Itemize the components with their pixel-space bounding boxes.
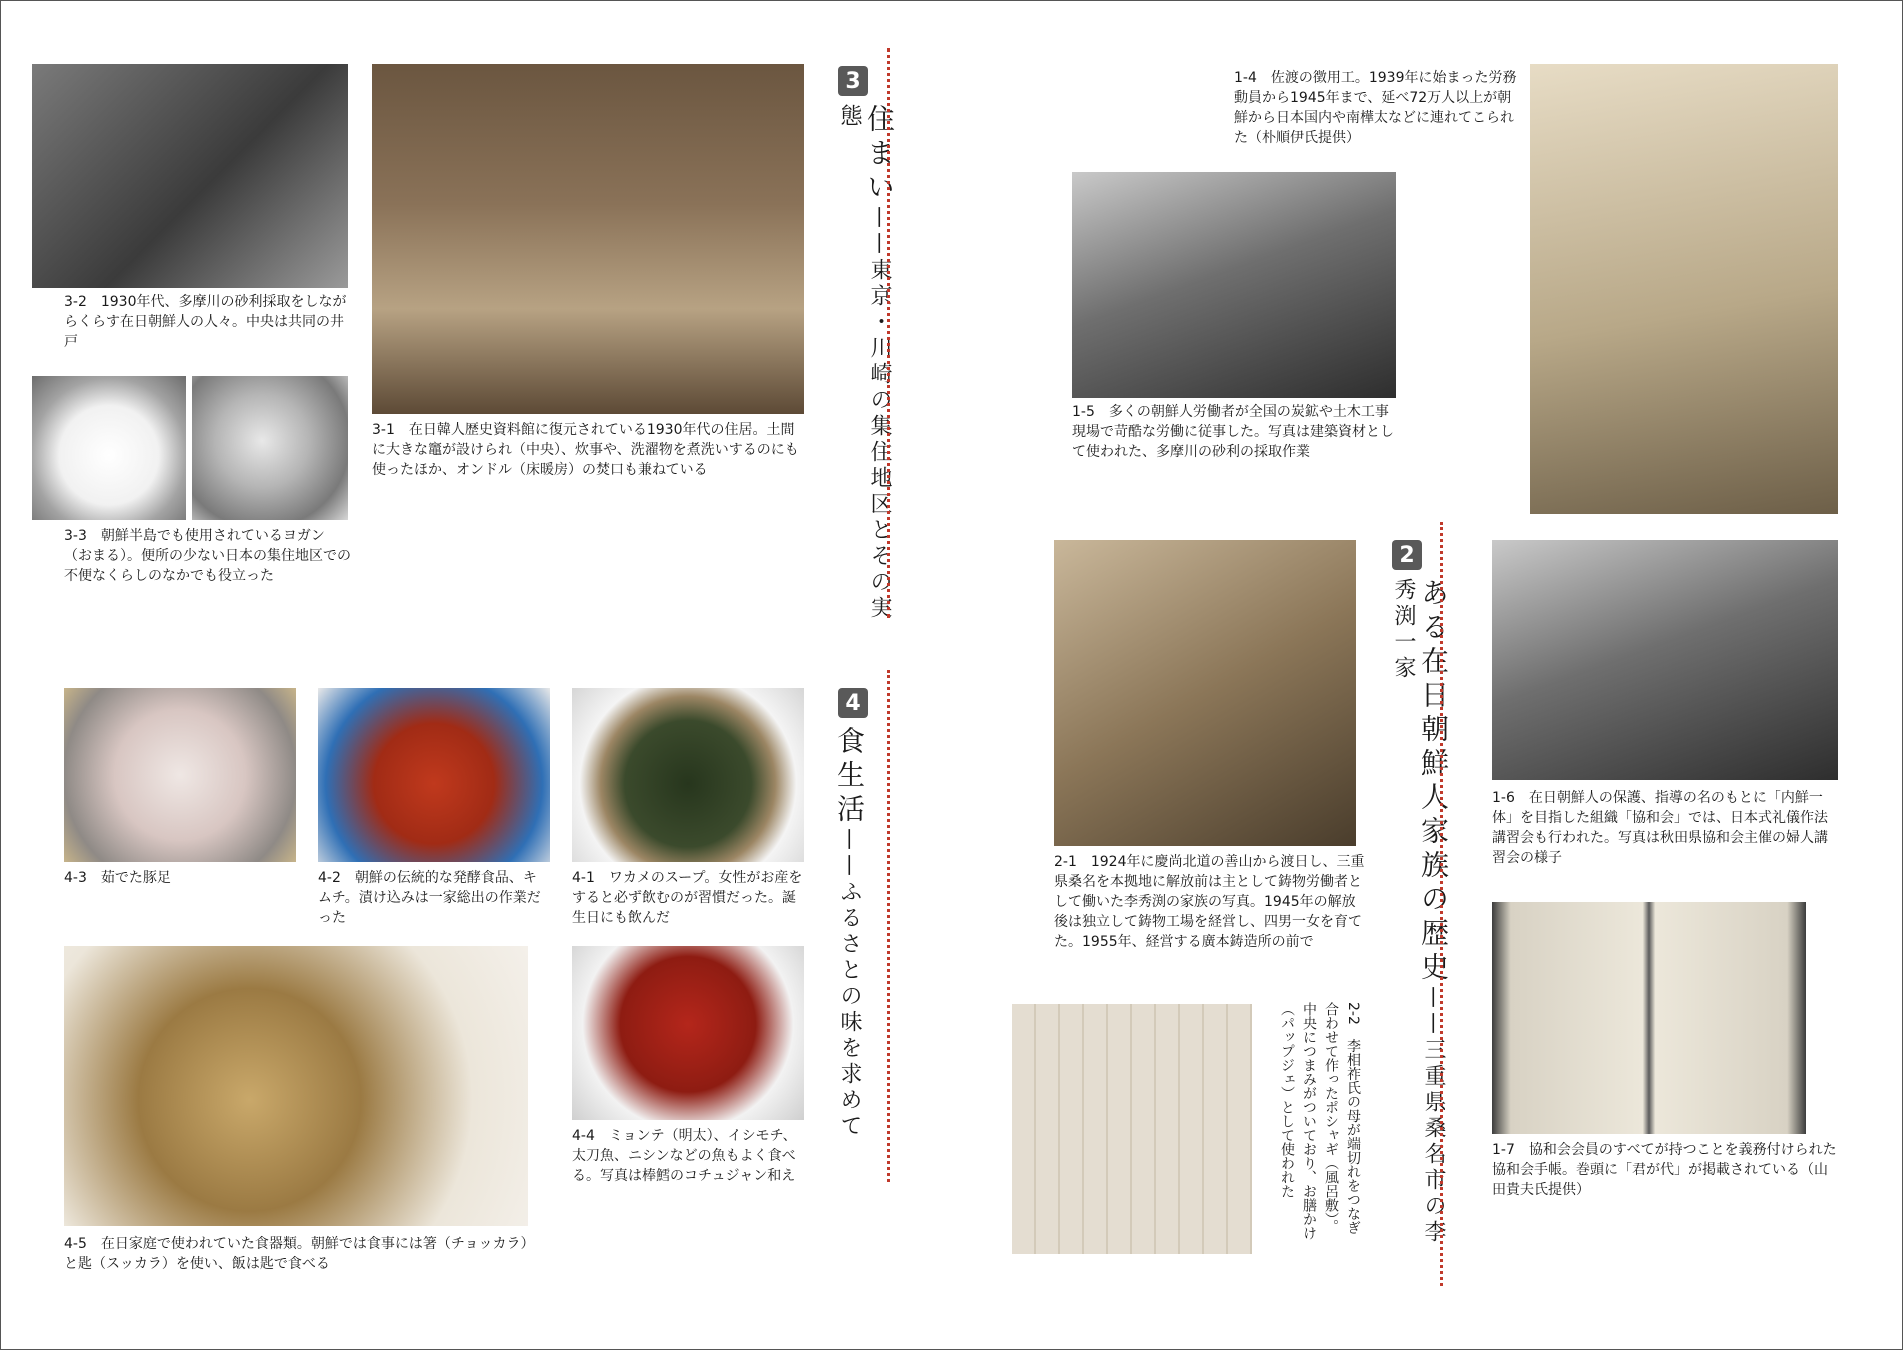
caption-3-3: 3-3 朝鮮半島でも使用されているヨガン（おまる）。便所の少ない日本の集住地区での不便なくらしのなかでも役立った [64, 528, 351, 584]
photo-1-5-gravel-labor [1072, 172, 1396, 398]
caption-1-6: 1-6 在日朝鮮人の保護、指導の名のもとに「内鮮一体」を目指した組織「協和会」では、日本式礼儀作法講習会も行われた。写真は秋田県協和会主催の婦人講習会の様子 [1492, 790, 1828, 866]
caption-4-1: 4-1 ワカメのスープ。女性がお産をすると必ず飲むのが習慣だった。誕生日にも飲んだ [572, 870, 803, 926]
section-2-number: 2 [1392, 540, 1422, 570]
caption-4-3: 4-3 茹でた豚足 [64, 870, 171, 886]
caption-2-1: 2-1 1924年に慶尚北道の善山から渡日し、三重県桑名を本拠地に解放前は主として鋳物労働者として働いた李秀渕の家族の写真。1945年の解放後は独立して鋳物工場を経営し、四男一女を育てた。1955年、経営する廣本鋳造所の前で [1054, 854, 1365, 950]
photo-4-3-pork-feet [64, 688, 296, 862]
section-4-divider [887, 670, 890, 1182]
section-3-title-sub: 東京・川崎の集住地区とその実態 [837, 104, 892, 622]
section-3-divider [887, 48, 890, 618]
section-4-number: 4 [838, 688, 868, 718]
photo-1-4-sado-workers [1530, 64, 1838, 514]
section-2-divider [1440, 522, 1443, 1286]
photo-4-4-gochujang-fish [572, 946, 804, 1120]
section-3-number: 3 [838, 66, 868, 96]
photo-4-5-tableware [64, 946, 528, 1226]
photo-3-3-yogan-ceramic [32, 376, 186, 520]
photo-3-3-yogan-metal [192, 376, 348, 520]
section-3-title-main: 住まい [863, 104, 896, 206]
section-2-title-sub: 三重県桑名市の李秀渕一家 [1391, 578, 1446, 1246]
section-3-title [834, 104, 894, 624]
photo-2-1-family [1054, 540, 1356, 846]
section-2-title-main: ある在日朝鮮人家族の歴史 [1417, 578, 1450, 986]
caption-1-7: 1-7 協和会会員のすべてが持つことを義務付けられた協和会手帳。巻頭に「君が代」が掲載されている（山田貴夫氏提供） [1492, 1142, 1837, 1198]
photo-4-1-seaweed-soup [572, 688, 804, 862]
caption-3-2: 3-2 1930年代、多摩川の砂利採取をしながらくらす在日朝鮮人の人々。中央は共同の井戸 [64, 294, 347, 350]
section-2-title [1388, 578, 1448, 1268]
caption-1-5: 1-5 多くの朝鮮人労働者が全国の炭鉱や土木工事現場で苛酷な労働に従事した。写真は建築資材として使われた、多摩川の砂利の採取作業 [1072, 404, 1394, 460]
section-4-title-dash: —— [837, 828, 862, 880]
photo-4-2-kimchi [318, 688, 550, 862]
section-3-title-dash: —— [867, 206, 892, 258]
section-4-title-sub: ふるさとの味を求めて [837, 880, 862, 1140]
section-2-title-dash: —— [1421, 986, 1446, 1038]
section-4-title [834, 726, 864, 1146]
photo-1-6-kyowakai-class [1492, 540, 1838, 780]
caption-3-1: 3-1 在日韓人歴史資料館に復元されている1930年代の住居。土間に大きな竈が設けられ（中央）、炊事や、洗濯物を煮洗いするのにも使ったほか、オンドル（床暖房）の焚口も兼ねている [372, 422, 799, 478]
photo-2-2-pojagi [1012, 1004, 1252, 1254]
section-4-title-main: 食生活 [833, 726, 866, 828]
caption-4-4: 4-4 ミョンテ（明太）、イシモチ、太刀魚、ニシンなどの魚もよく食べる。写真は棒鱈のコチュジャン和え [572, 1128, 797, 1184]
photo-1-7-kyowakai-handbook [1492, 902, 1806, 1134]
caption-4-2: 4-2 朝鮮の伝統的な発酵食品、キムチ。漬け込みは一家総出の作業だった [318, 870, 541, 926]
caption-4-5: 4-5 在日家庭で使われていた食器類。朝鮮では食事には箸（チョッカラ）と匙（スッカラ）を使い、飯は匙で食べる [64, 1236, 528, 1272]
caption-1-4: 1-4 佐渡の徴用工。1939年に始まった労務動員から1945年まで、延べ72万人以上が朝鮮から日本国内や南樺太などに連れてこられた（朴順伊氏提供） [1234, 70, 1517, 146]
caption-2-2: 2-2 李相祚氏の母が端切れをつなぎ合わせて作ったポシャギ（風呂敷）。中央につまみがついており、お膳かけ（パップジェ）として使われた [1279, 1002, 1361, 1240]
photo-3-1-reconstructed-house [372, 64, 804, 414]
photo-3-2-gravel-workers [32, 64, 348, 288]
